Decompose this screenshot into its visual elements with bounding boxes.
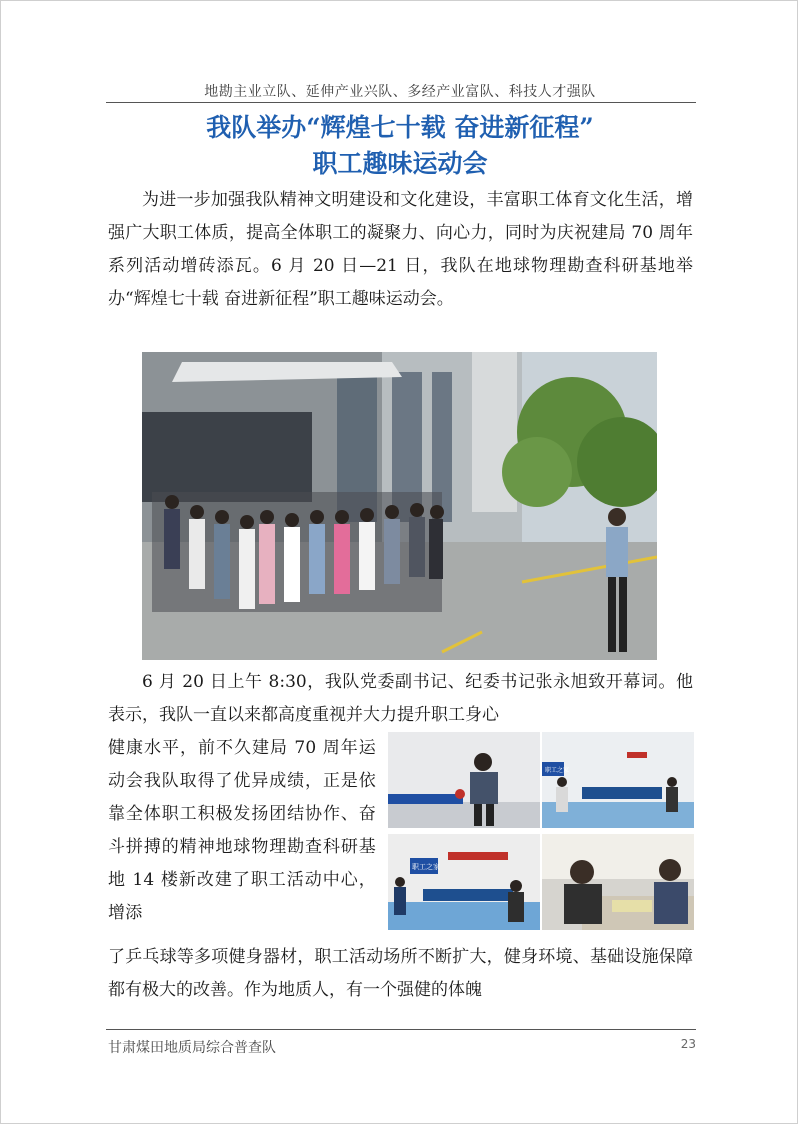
- header-slogan: 地勘主业立队、延伸产业兴队、多经产业富队、科技人才强队: [204, 84, 596, 100]
- paragraph-activity-center: 健康水平，前不久建局 70 周年运动会我队取得了优异成绩，正是依靠全体职工积极发扬团结协作、奋斗拼搏的精神地球物理勘查科研基地 14 楼新改建了职工活动中心，增添: [108, 738, 376, 923]
- paragraph-intro: 为进一步加强我队精神文明建设和文化建设，丰富职工体育文化生活，增强广大职工体质，提高全体职工的凝聚力、向心力，同时为庆祝建局 70 周年系列活动增砖添瓦。6 月 20 日—21 日，我队在地球物理勘查科研基地举办“辉煌七十载 奋进新征程”职工趣味运动会。: [108, 190, 693, 309]
- header-divider: [106, 102, 696, 103]
- footer-organization: 甘肃煤田地质局综合普查队: [108, 1040, 276, 1056]
- paragraph-fitness-facilities: 了乒乓球等多项健身器材，职工活动场所不断扩大，健身环境、基础设施保障都有极大的改善。作为地质人，有一个强健的体魄: [108, 947, 693, 1000]
- photo-table-tennis-room: [542, 732, 694, 828]
- paragraph-opening-speech: 6 月 20 日上午 8:30，我队党委副书记、纪委书记张永旭致开幕词。他表示，我队一直以来都高度重视并大力提升职工身心: [108, 672, 693, 725]
- article-title-line2: 职工趣味运动会: [312, 149, 488, 178]
- photo-board-game: [542, 834, 694, 930]
- activity-center-sign-a: 职工之家: [545, 767, 570, 774]
- group-photo: [142, 352, 657, 660]
- photo-table-tennis-player: [388, 732, 540, 828]
- activity-center-sign-b: 职工之家: [412, 863, 440, 871]
- page-number: 23: [680, 1037, 696, 1051]
- photo-activity-center: [388, 834, 540, 930]
- article-title-line1: 我队举办“辉煌七十载 奋进新征程”: [206, 113, 594, 142]
- footer-divider: [106, 1029, 696, 1030]
